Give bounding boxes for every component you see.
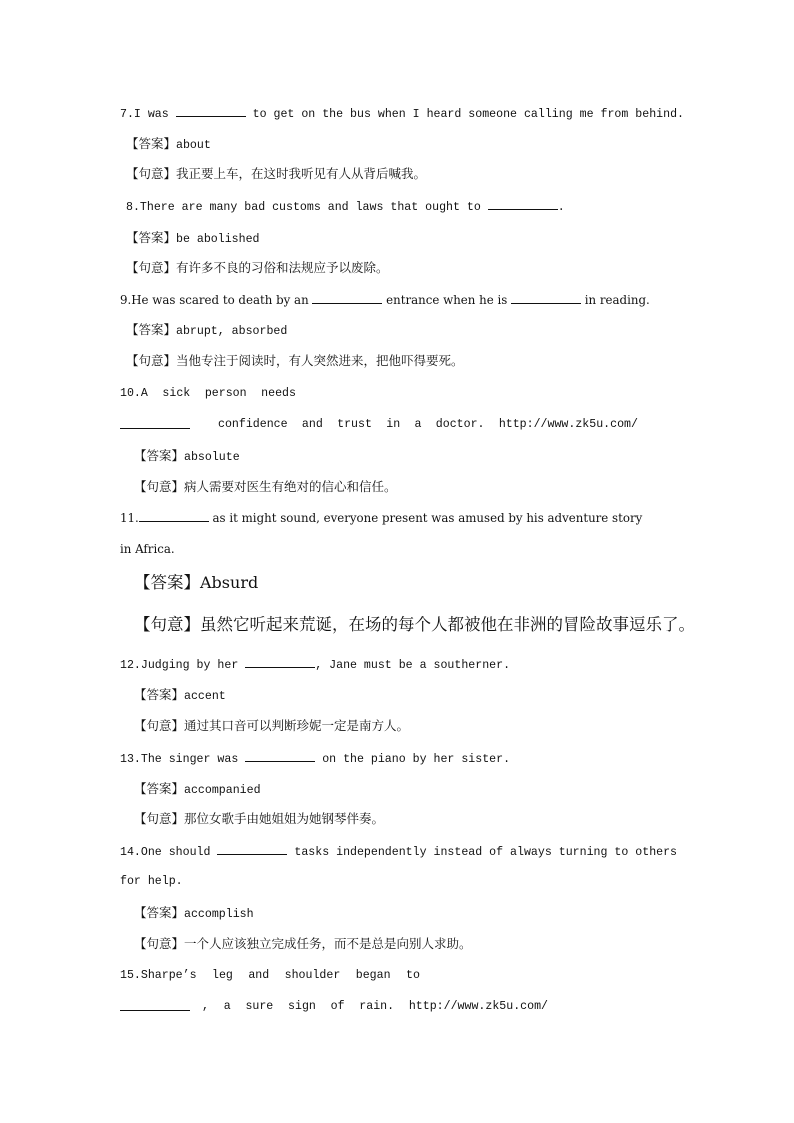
meaning-text: 我正要上车，在这时我听见有人从背后喊我。 — [176, 166, 427, 181]
meaning-line — [126, 353, 464, 369]
answer-blank — [139, 510, 209, 522]
meaning-text: 病人需要对医生有绝对的信心和信任。 — [184, 479, 397, 494]
question-15-line-1 — [120, 968, 420, 984]
question-word: to — [406, 969, 420, 982]
answer-label: 【答案】 — [126, 322, 177, 337]
answer-text: absolute — [184, 451, 240, 464]
question-word: a — [223, 1000, 231, 1013]
meaning-text: 有许多不良的习俗和法规应予以废除。 — [176, 260, 389, 275]
meaning-line — [126, 260, 389, 276]
answer-line — [134, 781, 261, 799]
question-14-line-2 — [120, 874, 183, 890]
question-text: 8.There are many bad customs and laws that ought to — [126, 201, 488, 214]
question-text: 7.I was — [120, 108, 176, 121]
answer-line — [134, 572, 258, 594]
question-text: for help. — [120, 875, 183, 888]
meaning-label: 【句意】 — [126, 353, 177, 368]
question-11-line-2 — [120, 541, 175, 557]
meaning-label: 【句意】 — [134, 615, 200, 634]
meaning-label: 【句意】 — [126, 166, 177, 181]
question-13 — [120, 750, 510, 768]
answer-text: abrupt, absorbed — [176, 325, 288, 338]
question-8 — [126, 198, 565, 216]
answer-line — [126, 322, 287, 340]
answer-label: 【答案】 — [126, 230, 177, 245]
answer-label: 【答案】 — [134, 687, 185, 702]
question-10-line-2-words — [218, 417, 638, 433]
answer-blank — [488, 198, 558, 210]
meaning-line — [134, 614, 695, 636]
question-text: 12.Judging by her — [120, 659, 246, 672]
question-14 — [120, 843, 677, 861]
answer-line — [134, 448, 240, 466]
question-word: rain. — [359, 1000, 395, 1013]
question-9 — [120, 292, 650, 308]
question-word: and — [301, 418, 323, 431]
answer-line — [126, 230, 260, 248]
answer-line — [134, 905, 254, 923]
meaning-text: 那位女歌手由她姐姐为她钢琴伴奏。 — [184, 811, 385, 826]
answer-line — [126, 136, 211, 154]
link-text: http://www.zk5u.com/ — [408, 1000, 548, 1013]
link-text: http://www.zk5u.com/ — [498, 418, 638, 431]
answer-blank — [245, 750, 315, 762]
meaning-line — [134, 479, 397, 495]
question-word: sure — [245, 1000, 274, 1013]
answer-blank — [217, 843, 287, 855]
question-text: in reading. — [581, 293, 650, 307]
question-15-line-2 — [120, 999, 190, 1017]
meaning-text: 当他专注于阅读时，有人突然进来，把他吓得要死。 — [176, 353, 464, 368]
answer-blank — [120, 999, 190, 1011]
question-12 — [120, 656, 510, 674]
question-15-line-2-words — [202, 999, 548, 1015]
question-word: began — [355, 969, 391, 982]
meaning-text: 虽然它听起来荒诞，在场的每个人都被他在非洲的冒险故事逗乐了。 — [200, 615, 695, 634]
meaning-label: 【句意】 — [134, 718, 185, 733]
meaning-line — [126, 166, 426, 182]
answer-blank — [245, 656, 315, 668]
meaning-line — [134, 718, 409, 734]
answer-text: about — [176, 139, 211, 152]
question-text: 9.He was scared to death by an — [120, 293, 313, 307]
question-word: a — [414, 418, 422, 431]
question-word: trust — [337, 418, 372, 431]
answer-text: Absurd — [200, 573, 259, 592]
meaning-text: 通过其口音可以判断珍妮一定是南方人。 — [184, 718, 410, 733]
question-word: , — [202, 1000, 209, 1013]
question-word: doctor. — [435, 418, 485, 431]
question-text: 14.One should — [120, 846, 218, 859]
question-word: person — [204, 387, 247, 400]
meaning-label: 【句意】 — [126, 260, 177, 275]
answer-label: 【答案】 — [134, 905, 185, 920]
answer-text: accent — [184, 690, 226, 703]
meaning-text: 一个人应该独立完成任务，而不是总是向别人求助。 — [184, 936, 472, 951]
question-word: 15.Sharpe’s — [120, 969, 197, 982]
meaning-label: 【句意】 — [134, 936, 185, 951]
answer-text: accomplish — [184, 908, 254, 921]
question-word: leg — [211, 969, 233, 982]
question-text: to get on the bus when I heard someone calling me from behind. — [245, 108, 684, 121]
question-word: in — [386, 418, 401, 431]
question-word: needs — [261, 387, 296, 400]
question-text: entrance when he is — [382, 293, 512, 307]
question-7 — [120, 105, 684, 123]
question-text: 11. — [120, 511, 139, 525]
question-word: and — [248, 969, 270, 982]
question-word: sick — [162, 387, 191, 400]
meaning-line — [134, 936, 472, 952]
meaning-label: 【句意】 — [134, 479, 185, 494]
meaning-label: 【句意】 — [134, 811, 185, 826]
answer-blank — [120, 417, 190, 429]
answer-label: 【答案】 — [126, 136, 177, 151]
question-text: 13.The singer was — [120, 753, 246, 766]
question-word: 10.A — [120, 387, 148, 400]
answer-label: 【答案】 — [134, 573, 200, 592]
question-text: in Africa. — [120, 542, 175, 556]
question-text: , Jane must be a southerner. — [315, 659, 511, 672]
question-word: sign — [288, 1000, 316, 1013]
question-11 — [120, 510, 642, 526]
answer-text: be abolished — [176, 233, 260, 246]
answer-label: 【答案】 — [134, 448, 185, 463]
answer-blank — [511, 292, 581, 304]
answer-text: accompanied — [184, 784, 261, 797]
question-text: as it might sound, everyone present was amused by his adventure story — [208, 511, 643, 525]
question-word: confidence — [218, 418, 288, 431]
answer-line — [134, 687, 226, 705]
question-10-line-2 — [120, 417, 190, 435]
question-word: of — [330, 1000, 345, 1013]
question-text: on the piano by her sister. — [315, 753, 511, 766]
question-text: tasks independently instead of always turning to others — [287, 846, 678, 859]
question-text: . — [557, 201, 565, 214]
answer-blank — [312, 292, 382, 304]
question-10-line-1 — [120, 386, 296, 402]
question-word: shoulder — [284, 969, 341, 982]
answer-blank — [176, 105, 246, 117]
meaning-line — [134, 811, 384, 827]
answer-label: 【答案】 — [134, 781, 185, 796]
